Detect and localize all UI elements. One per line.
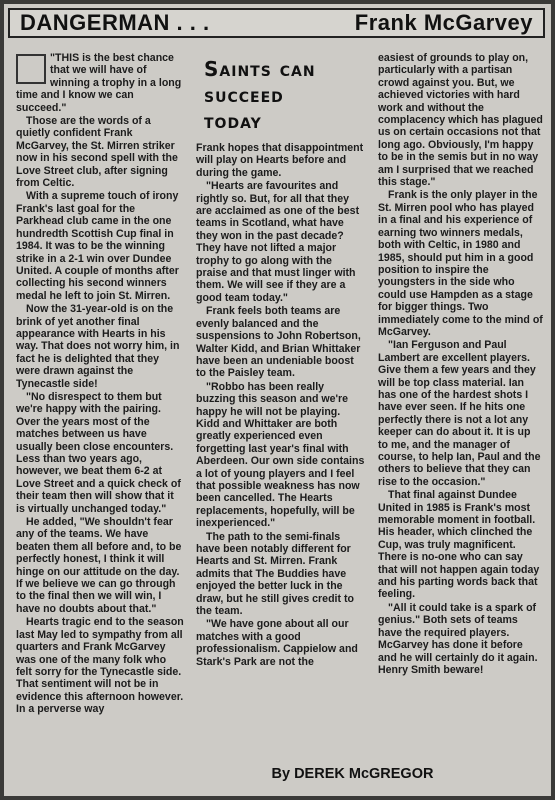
headline-line: succeed	[204, 83, 284, 107]
paragraph: Frank hopes that disappointment will play on Hearts before and during the game.	[196, 142, 364, 179]
paragraph: easiest of grounds to play on, particularly with a partisan crowd against you. But, we achieved victories with hard work and without the complacency which has plagued us on certain occasions not that long ago. Obviously, I'm happy to be in the semis but in no way am I surprised that we reached this stage."	[378, 52, 543, 189]
paragraph-text: "THIS is the best chance that we will have of winning a trophy in a long time and I know we can succeed."	[16, 52, 182, 114]
drop-cap-box	[16, 54, 46, 84]
column-2	[196, 56, 366, 669]
paragraph: "Robbo has been really buzzing this season and we're happy he will not be playing. Kidd and Whittaker are both greatly experienced even forgetting last year's final with Aberdeen. Our own side contains a lot of young players and I feel that possible weakness has now been cancelled. The Hearts replacements, hopefully, will be inexperienced."	[196, 380, 365, 530]
byline: By DEREK McGREGOR	[271, 766, 434, 782]
paragraph: "Hearts are favourites and rightly so. But, for all that they are acclaimed as one of the best teams in Scotland, what have they won in the past decade? They have not lifted a major trophy to go along with the praise and that must linger with them. We will see if they are a good team today."	[196, 180, 360, 304]
column-3	[378, 52, 543, 677]
paragraph: "All it could take is a spark of genius." Both sets of teams have the required players. McGarvey has done it before and he will certainly do it again. Henry Smith beware!	[378, 601, 538, 676]
paragraph: "We have gone about all our matches with a good professionalism. Cappielow and Stark's Park are not the	[196, 618, 358, 668]
paragraph: Hearts tragic end to the season last May led to sympathy from all quarters and Frank McGarvey was one of the many folk who felt sorry for the Tynecastle side. That sentiment will not be in evidence this afternoon however. In a perverse way	[16, 616, 184, 716]
paragraph: The path to the semi-finals have been notably different for Hearts and St. Mirren. Frank admits that The Buddies have enjoyed the better luck in the draw, but he still gives credit to the team.	[196, 530, 354, 618]
paragraph: Frank feels both teams are evenly balanced and the suspensions to John Robertson, Walter Kidd, and Brian Whittaker have been an undeniable boost to the Paisley team.	[196, 305, 361, 380]
column-1	[16, 52, 184, 717]
paragraph: That final against Dundee United in 1985 is Frank's most memorable moment in football. His header, which clinched the Cup, was truly magnificent. There is no-one who can say that will not happen again today and his parting words back that feeling.	[378, 489, 540, 601]
headline	[204, 56, 366, 134]
paragraph	[16, 52, 184, 114]
paragraph: Frank is the only player in the St. Mirren pool who has played in a final and his experience of earning two winners medals, both with Celtic, in 1980 and 1985, should put him in a good position to inspire the youngsters in the side who could use Hampden as a stage for bigger things. Two immediately come to the mind of McGarvey.	[378, 189, 543, 338]
title-banner	[8, 8, 545, 38]
headline-line: Saints can	[204, 57, 316, 81]
paragraph: Now the 31-year-old is on the brink of yet another final appearance with Hearts in his way. That does not worry him, in fact he is delighted that they were drawn against the Tynecastle side!	[16, 303, 180, 390]
paragraph: Those are the words of a quietly confident Frank McGarvey, the St. Mirren striker now in his second spell with the Love Street club, after signing from Celtic.	[16, 115, 178, 190]
paragraph: He added, "We shouldn't fear any of the teams. We have beaten them all before and, to be perfectly honest, I think it will hinge on our attitude on the day. If we believe we can go through to the final then we will win, I have no doubts about that."	[16, 516, 182, 615]
headline-line: today	[204, 109, 262, 133]
paragraph: With a supreme touch of irony Frank's last goal for the Parkhead club came in the one hundredth Scottish Cup final in 1984. It was to be the winning strike in a 2-1 win over Dundee United. A couple of months after collecting his second winners medal he left to join St. Mirren.	[16, 190, 179, 302]
banner-name: Frank McGarvey	[354, 10, 533, 35]
article-page	[4, 4, 551, 796]
paragraph: "No disrespect to them but we're happy with the pairing. Over the years most of the matches between us have usually been close encounters. Less than two years ago, however, we beat them 6-2 at Love Street and a quick check of their team then will show that it is virtually unchanged today."	[16, 390, 181, 515]
paragraph: "Ian Ferguson and Paul Lambert are excellent players. Give them a few years and they will be top class material. Ian has one of the hardest shots I have ever seen. If he hits one perfectly there is not a lot any keeper can do about it. It is up to me, and the manager of course, to help Ian, Paul and the others to believe that they can rise to the occasion."	[378, 339, 541, 488]
banner-kicker: DANGERMAN . . .	[20, 10, 210, 35]
